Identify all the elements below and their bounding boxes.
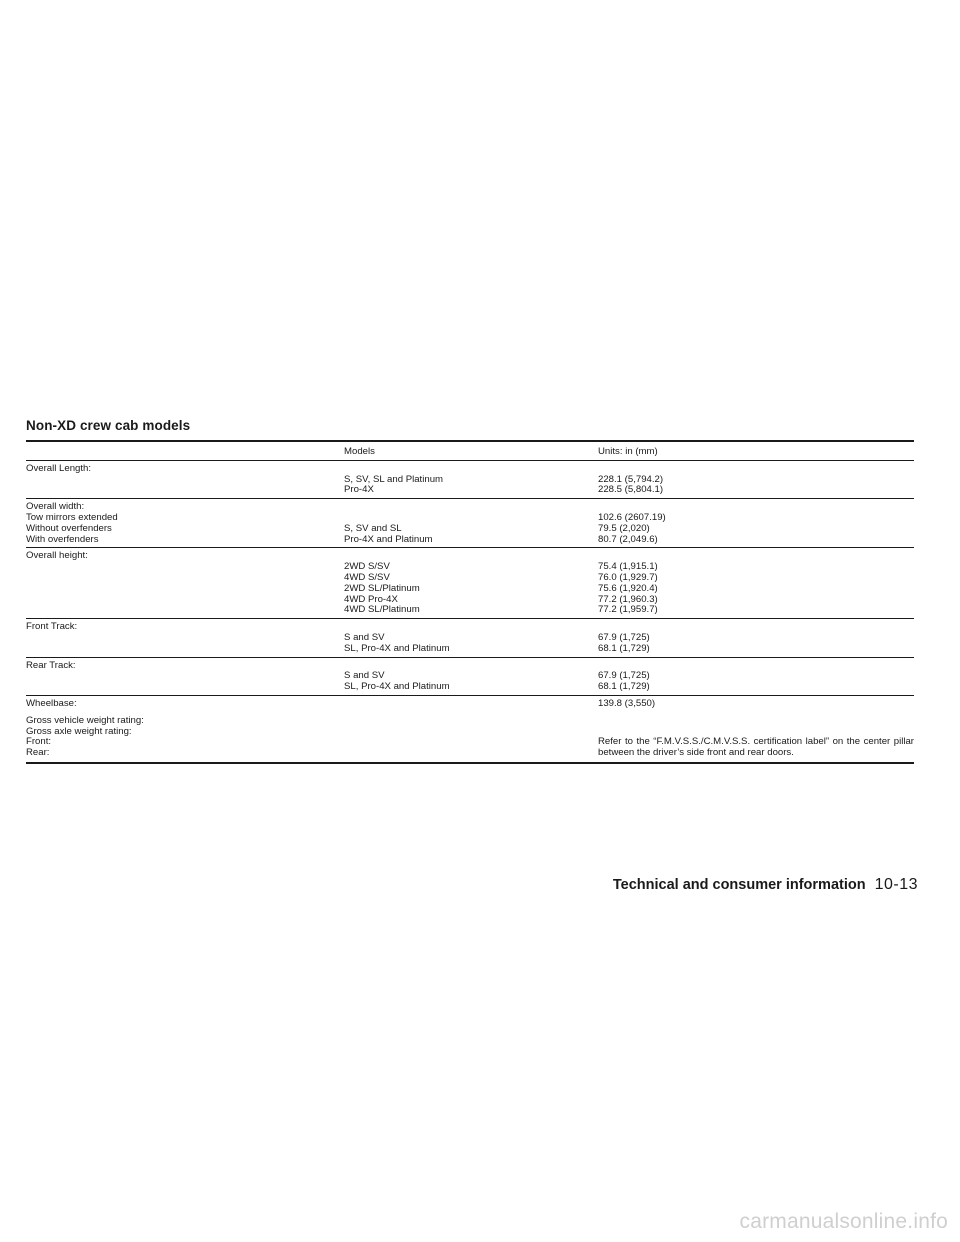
spec-model: 4WD S/SV [344,571,390,583]
page-footer [596,876,918,894]
weight-label-front: Front: [26,736,52,748]
section-title: Non-XD crew cab models [26,418,191,433]
spec-group [26,499,914,548]
spec-label: Front Track: [26,621,78,633]
page-number: 10-13 [874,876,918,893]
spec-label [26,485,344,496]
table-row [26,633,914,644]
table-row [26,682,914,693]
table-row [26,605,914,616]
spec-value [598,464,914,475]
spec-label: Overall height: [26,550,88,562]
spec-model: 4WD SL/Platinum [344,604,420,616]
spec-group [26,548,914,619]
spec-model: S and SV [344,670,385,682]
spec-model: SL, Pro-4X and Platinum [344,642,450,654]
table-row [26,699,914,710]
weight-rating-row [26,716,914,759]
spec-value: 68.1 (1,729) [598,642,650,654]
spec-value: 76.0 (1,929.7) [598,571,658,583]
table-row [26,595,914,606]
spec-label [26,633,344,644]
spec-label: Wheelbase: [26,697,77,709]
spec-label [26,573,344,584]
table-row [26,464,914,475]
spec-label [26,682,344,693]
spec-label: Without overfenders [26,522,112,534]
spec-label [26,584,344,595]
spec-group [26,461,914,499]
spec-value: 139.8 (3,550) [598,697,656,709]
table-row [26,535,914,546]
spec-label: Rear Track: [26,659,76,671]
spec-value: 228.5 (5,804.1) [598,484,664,496]
spec-label [26,644,344,655]
spec-model: SL, Pro-4X and Platinum [344,681,450,693]
table-row [26,562,914,573]
spec-label [26,475,344,486]
spec-value: 77.2 (1,960.3) [598,593,658,605]
weight-label-gvwr: Gross vehicle weight rating: [26,714,144,726]
spec-model: 4WD Pro-4X [344,593,398,605]
table-row [26,502,914,513]
spec-label [26,671,344,682]
table-row [26,524,914,535]
header-units: Units: in (mm) [598,446,658,457]
spec-value: 67.9 (1,725) [598,631,650,643]
watermark: carmanualsonline.info [739,1210,948,1233]
spec-model [344,699,598,710]
weight-models-empty [344,716,598,759]
weight-label-gawr: Gross axle weight rating: [26,725,132,737]
table-row [26,622,914,633]
spec-value: 75.4 (1,915.1) [598,561,658,573]
spec-model: S, SV, SL and Platinum [344,473,444,485]
table-row [26,644,914,655]
spec-model: S, SV and SL [344,522,402,534]
spec-value: 68.1 (1,729) [598,681,650,693]
table-row [26,475,914,486]
spec-label [26,605,344,616]
spec-label: Tow mirrors extended [26,511,118,523]
table-body [26,461,914,713]
spec-label: Overall Length: [26,462,92,474]
spec-value: 75.6 (1,920.4) [598,582,658,594]
table-header-row [26,442,914,461]
header-label-column [26,447,344,458]
header-models: Models [344,446,375,457]
dimensions-table [26,440,914,764]
spec-label [26,562,344,573]
spec-group [26,696,914,713]
spec-model [344,502,598,513]
spec-value: 102.6 (2607.19) [598,511,666,523]
spec-group [26,619,914,657]
weight-label-rear: Rear: [26,747,50,759]
spec-label: With overfenders [26,533,99,545]
table-row [26,661,914,672]
spec-value: 79.5 (2,020) [598,522,650,534]
spec-label: Overall width: [26,501,85,513]
spec-group [26,658,914,696]
table-row [26,671,914,682]
spec-model: 2WD SL/Platinum [344,582,420,594]
spec-value: 228.1 (5,794.2) [598,473,664,485]
spec-model: Pro-4X [344,484,374,496]
table-row [26,485,914,496]
weight-labels [26,716,344,759]
table-row [26,573,914,584]
spec-model [344,464,598,475]
spec-model: Pro-4X and Platinum [344,533,433,545]
spec-label [26,595,344,606]
spec-model: S and SV [344,631,385,643]
certification-label-note: Refer to the “F.M.V.S.S./C.M.V.S.S. certification label” on the center pillar between the driver’s side front and rear doors. [598,736,914,759]
weight-rating-group [26,713,914,762]
spec-value: 67.9 (1,725) [598,670,650,682]
table-row [26,551,914,562]
spec-value: 77.2 (1,959.7) [598,604,658,616]
spec-value: 80.7 (2,049.6) [598,533,658,545]
table-row [26,584,914,595]
spec-model: 2WD S/SV [344,561,390,573]
footer-section-title: Technical and consumer information [612,877,866,893]
table-row [26,513,914,524]
